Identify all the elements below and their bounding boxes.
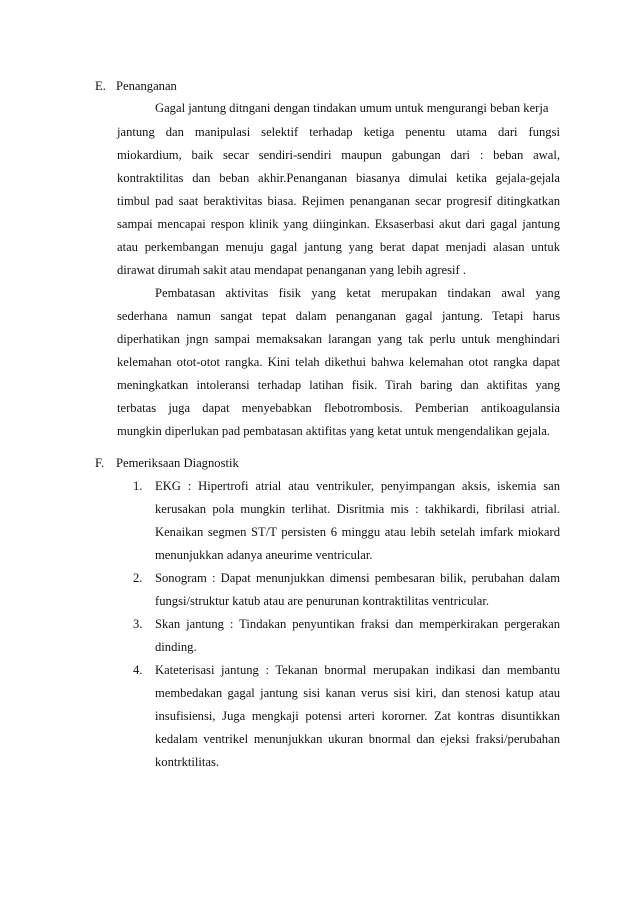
list-item-line: fungsi/struktur katub atau are penurunan kontraktilitas ventricular.	[155, 594, 489, 608]
list-item-line: kerusakan pola mungkin terlihat. Disritmia mis : takhikardi, fibrilasi atrial.	[155, 502, 560, 516]
paragraph-line: kontraktilitas dan beban akhir.Penanganan biasanya dimulai ketika gejala-gejala	[117, 171, 560, 185]
list-item-number: 1.	[133, 479, 143, 493]
paragraph-line: sampai mencapai respon klinik yang diinginkan. Eksaserbasi akut dari gagal jantung	[117, 217, 560, 231]
section-e-heading	[95, 78, 177, 94]
paragraph-line: miokardium, baik secar sendiri-sendiri maupun gabungan dari : beban awal,	[117, 148, 560, 162]
paragraph-line: meningkatkan intoleransi terhadap latihan fisik. Tirah baring dan aktifitas yang	[117, 378, 560, 392]
list-item-line: Kenaikan segmen ST/T persisten 6 minggu atau lebih setelah imfark miokard	[155, 525, 560, 539]
list-item-line: EKG : Hipertrofi atrial atau ventrikuler, penyimpangan aksis, iskemia san	[155, 479, 560, 493]
paragraph-line: Gagal jantung ditngani dengan tindakan umum untuk mengurangi beban kerja	[155, 101, 549, 115]
paragraph-line: dirawat dirumah sakit atau mendapat penanganan yang lebih agresif .	[117, 263, 466, 277]
paragraph-line: mungkin diperlukan pad pembatasan aktifitas yang ketat untuk mengendalikan gejala.	[117, 424, 550, 438]
section-f-heading	[95, 455, 239, 471]
list-item-line: kontrktilitas.	[155, 755, 220, 769]
list-item-number: 2.	[133, 571, 143, 585]
list-item-line: membedakan gagal jantung sisi kanan verus sisi kiri, dan stenosi katup atau	[155, 686, 560, 700]
paragraph-line: kelemahan otot-otot rangka. Kini telah dikethui bahwa kelemahan otot rangka dapat	[117, 355, 560, 369]
paragraph-line: Pembatasan aktivitas fisik yang ketat merupakan tindakan awal yang	[155, 286, 560, 300]
paragraph-line: sederhana namun sangat tepat dalam penanganan gagal jantung. Tetapi harus	[117, 309, 560, 323]
section-e-letter: E.	[95, 79, 106, 93]
list-item-number: 4.	[133, 663, 143, 677]
list-item-line: Kateterisasi jantung : Tekanan bnormal merupakan indikasi dan membantu	[155, 663, 560, 677]
paragraph-line: diperhatikan jngn sampai memaksakan larangan yang tak perlu untuk menghindari	[117, 332, 560, 346]
list-item-line: Skan jantung : Tindakan penyuntikan fraksi dan memperkirakan pergerakan	[155, 617, 560, 631]
list-item-number: 3.	[133, 617, 143, 631]
list-item-line: dinding.	[155, 640, 197, 654]
list-item-line: menunjukkan adanya aneurime ventricular.	[155, 548, 373, 562]
paragraph-line: timbul pad saat beraktivitas biasa. Rejimen penanganan secar progresif ditingkatkan	[117, 194, 560, 208]
paragraph-line: jantung dan manipulasi selektif terhadap ketiga penentu utama dari fungsi	[117, 125, 560, 139]
list-item-line: insufisiensi, Juga mengkaji potensi arteri kororner. Zat kontras disuntikkan	[155, 709, 560, 723]
section-f-letter: F.	[95, 456, 105, 470]
list-item-line: Sonogram : Dapat menunjukkan dimensi pembesaran bilik, perubahan dalam	[155, 571, 560, 585]
section-f-title: Pemeriksaan Diagnostik	[116, 456, 239, 470]
paragraph-line: atau perkembangan menuju gagal jantung yang berat dapat menjadi alasan untuk	[117, 240, 560, 254]
paragraph-line: terbatas juga dapat menyebabkan flebotrombosis. Pemberian antikoagulansia	[117, 401, 560, 415]
section-e-title: Penanganan	[116, 79, 177, 93]
list-item-line: kedalam ventrikel menunjukkan ukuran bnormal dan ejeksi fraksi/perubahan	[155, 732, 560, 746]
